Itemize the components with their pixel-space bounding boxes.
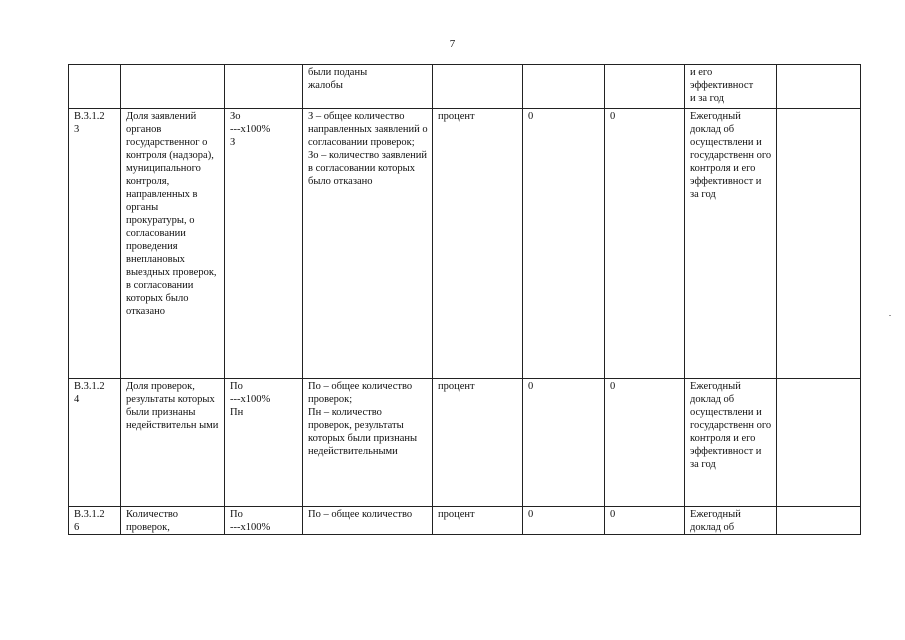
- formula-cell: По ---х100%: [225, 507, 303, 535]
- formula-cell: [225, 65, 303, 109]
- page-number: 7: [449, 38, 456, 50]
- note-cell: [777, 507, 861, 535]
- note-cell: [777, 65, 861, 109]
- value-cell: 0: [605, 109, 685, 379]
- code-cell: В.3.1.2 4: [69, 379, 121, 507]
- table-row: [69, 65, 861, 109]
- source-cell: Ежегодный доклад об: [685, 507, 777, 535]
- description-cell: З – общее количество направленных заявлений о согласовании проверок; Зо – количество заявлений в согласовании которых было отказано: [303, 109, 433, 379]
- source-cell: Ежегодный доклад об осуществлени и государственн ого контроля и его эффективност и за год: [685, 379, 777, 507]
- table-row: [69, 379, 861, 507]
- value-cell: 0: [605, 379, 685, 507]
- description-cell: По – общее количество проверок; Пн – количество проверок, результаты которых были признаны недействительными: [303, 379, 433, 507]
- note-cell: [777, 379, 861, 507]
- formula-cell: Зо ---х100% З: [225, 109, 303, 379]
- note-cell: [777, 109, 861, 379]
- unit-cell: процент: [433, 109, 523, 379]
- unit-cell: процент: [433, 379, 523, 507]
- value-cell: [605, 65, 685, 109]
- unit-cell: процент: [433, 507, 523, 535]
- scan-artifact: [889, 315, 891, 316]
- value-cell: 0: [523, 507, 605, 535]
- table-row: [69, 109, 861, 379]
- indicators-table: [68, 64, 861, 535]
- code-cell: В.3.1.2 3: [69, 109, 121, 379]
- description-cell: были поданы жалобы: [303, 65, 433, 109]
- value-cell: 0: [605, 507, 685, 535]
- value-cell: 0: [523, 379, 605, 507]
- source-cell: и его эффективност и за год: [685, 65, 777, 109]
- description-cell: По – общее количество: [303, 507, 433, 535]
- code-cell: [69, 65, 121, 109]
- table-row: [69, 507, 861, 535]
- code-cell: В.3.1.2 6: [69, 507, 121, 535]
- source-cell: Ежегодный доклад об осуществлени и государственн ого контроля и его эффективност и за год: [685, 109, 777, 379]
- name-cell: Количество проверок,: [121, 507, 225, 535]
- value-cell: [523, 65, 605, 109]
- unit-cell: [433, 65, 523, 109]
- name-cell: Доля заявлений органов государственног о контроля (надзора), муниципального контроля, направленных в органы прокуратуры, о согласовании проведения внеплановых выездных проверок, в согласовании которых было отказано: [121, 109, 225, 379]
- value-cell: 0: [523, 109, 605, 379]
- name-cell: [121, 65, 225, 109]
- name-cell: Доля проверок, результаты которых были признаны недействительн ыми: [121, 379, 225, 507]
- formula-cell: По ---х100% Пн: [225, 379, 303, 507]
